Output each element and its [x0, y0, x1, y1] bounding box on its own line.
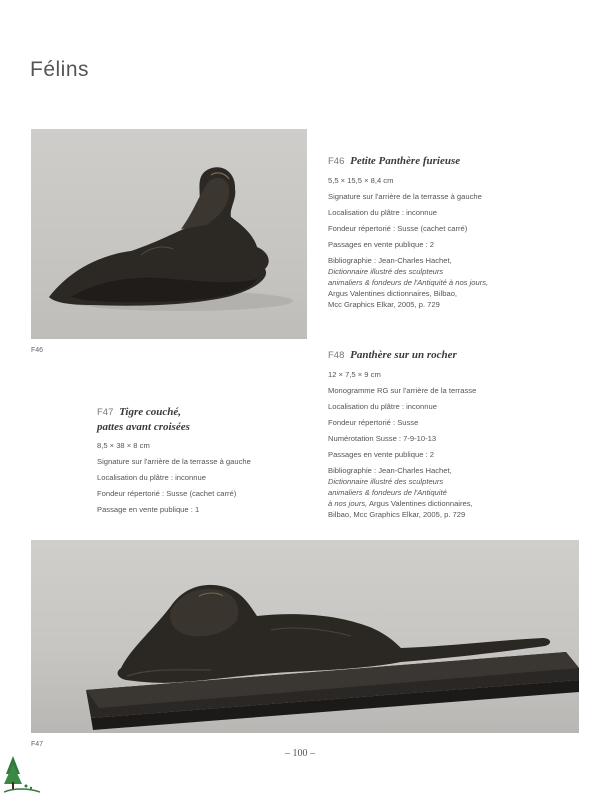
biblio-title-3: à nos jours,: [328, 499, 368, 508]
entry-monogramme: Monogramme RG sur l'arrière de la terrasse: [328, 386, 477, 395]
entry-passages: Passage en vente publique : 1: [97, 505, 200, 514]
entry-f46: [328, 154, 578, 310]
entry-number: F48: [328, 350, 345, 361]
entry-signature: Signature sur l'arrière de la terrasse à gauche: [97, 457, 251, 466]
entry-fondeur: Fondeur répertorié : Susse (cachet carré): [328, 224, 468, 233]
entry-dimensions: 8,5 × 38 × 8 cm: [97, 441, 150, 450]
entry-signature: Signature sur l'arrière de la terrasse à gauche: [328, 192, 482, 201]
biblio-prefix: Bibliographie : Jean-Charles Hachet,: [328, 256, 452, 265]
biblio-publisher-1: Argus Valentines dictionnaires, Bilbao,: [328, 289, 458, 298]
entry-f47: [97, 405, 297, 515]
entry-title: Panthère sur un rocher: [350, 349, 457, 361]
entry-dimensions: 5,5 × 15,5 × 8,4 cm: [328, 176, 394, 185]
entry-fondeur: Fondeur répertorié : Susse (cachet carré): [97, 489, 237, 498]
biblio-publisher-2: Mcc Graphics Elkar, 2005, p. 729: [328, 300, 440, 309]
entry-bibliographie: [328, 465, 578, 520]
entry-bibliographie: [328, 255, 578, 310]
entry-heading: [97, 405, 297, 434]
entry-heading: [328, 348, 578, 363]
photo-f46-panther: [31, 129, 307, 339]
entry-number: F46: [328, 156, 345, 167]
entry-localisation: Localisation du plâtre : inconnue: [328, 208, 437, 217]
entry-localisation: Localisation du plâtre : inconnue: [328, 402, 437, 411]
entry-title: Petite Panthère furieuse: [350, 155, 461, 167]
biblio-publisher-2: Bilbao, Mcc Graphics Elkar, 2005, p. 729: [328, 510, 466, 519]
biblio-title-2: animaliers & fondeurs de l'Antiquité à nos jours,: [328, 278, 489, 287]
photo-caption-f47: F47: [31, 741, 44, 748]
page-number: – 100 –: [285, 748, 315, 759]
entry-passages: Passages en vente publique : 2: [328, 240, 434, 249]
entry-heading: [328, 154, 578, 169]
entry-passages: Passages en vente publique : 2: [328, 450, 434, 459]
entry-numerotation: Numérotation Susse : 7-9-10-13: [328, 434, 437, 443]
entry-title-line-2: pattes avant croisées: [97, 421, 190, 433]
photo-f47-tiger: [31, 540, 579, 733]
entry-f48: [328, 348, 578, 520]
section-title: Félins: [30, 58, 90, 81]
panther-sculpture-illustration: [31, 129, 307, 339]
biblio-publisher-1: Argus Valentines dictionnaires,: [367, 499, 473, 508]
biblio-title-2: animaliers & fondeurs de l'Antiquité: [328, 488, 447, 497]
entry-number: F47: [97, 407, 114, 418]
biblio-prefix: Bibliographie : Jean-Charles Hachet,: [328, 466, 452, 475]
entry-dimensions: 12 × 7,5 × 9 cm: [328, 370, 381, 379]
entry-title-line-1: Tigre couché,: [119, 406, 182, 418]
tiger-sculpture-illustration: [31, 540, 579, 733]
entry-localisation: Localisation du plâtre : inconnue: [97, 473, 206, 482]
tree-logo-icon: [4, 752, 40, 794]
biblio-title-1: Dictionnaire illustré des sculpteurs: [328, 267, 444, 276]
entry-fondeur: Fondeur répertorié : Susse: [328, 418, 419, 427]
biblio-title-1: Dictionnaire illustré des sculpteurs: [328, 477, 444, 486]
photo-caption-f46: F46: [31, 347, 44, 354]
